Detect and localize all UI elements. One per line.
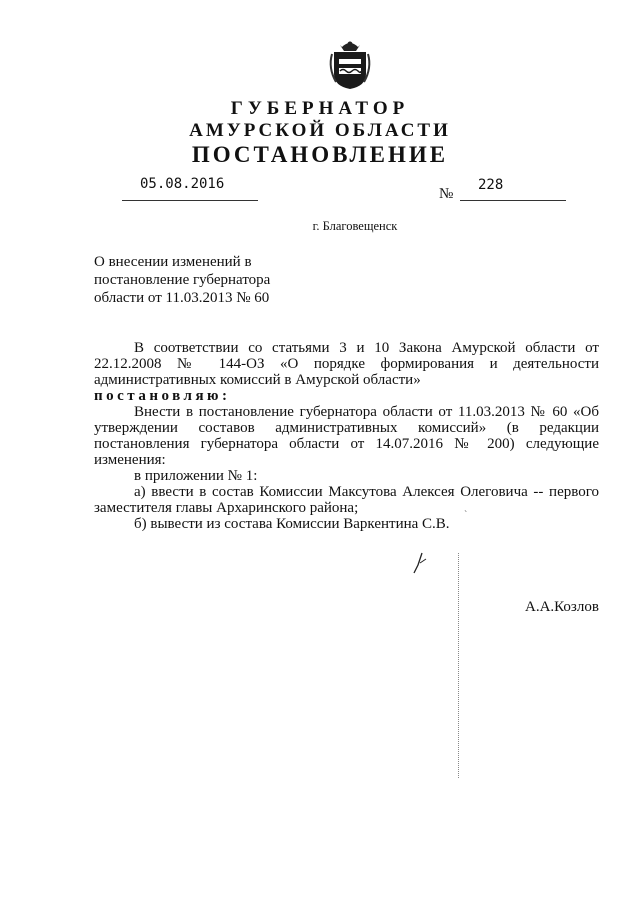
preamble-line: В соответствии со статьями 3 и 10 Закона Амурской области от	[134, 340, 599, 356]
clause-line: утверждении составов административных комиссий» (в редакции	[94, 420, 599, 436]
handwritten-tick-mark: `	[464, 510, 468, 521]
subject-line: О внесении изменений в	[94, 254, 252, 270]
subject-line: области от 11.03.2013 № 60	[94, 290, 270, 306]
handwritten-signature-stroke	[408, 551, 428, 575]
coat-of-arms-icon	[326, 38, 374, 90]
document-body	[94, 340, 599, 532]
document-region-title: АМУРСКОЙ ОБЛАСТИ	[189, 120, 451, 141]
item-a-line: заместителя главы Архаринского района;	[94, 500, 359, 516]
appendix-line: в приложении № 1:	[134, 468, 258, 484]
document-number: 228	[478, 177, 504, 193]
document-type-title: ПОСТАНОВЛЕНИЕ	[191, 142, 449, 167]
date-underline	[122, 200, 258, 201]
subject-line: постановление губернатора	[94, 272, 271, 288]
issue-city: г. Благовещенск	[312, 219, 398, 233]
number-sign: №	[439, 186, 454, 202]
signatory-name: А.А.Козлов	[525, 599, 599, 615]
item-a-line: а) ввести в состав Комиссии Максутова Алексея Олеговича -- первого	[134, 484, 599, 500]
clause-line: изменения:	[94, 452, 166, 468]
preamble-line: 22.12.2008 № 144-ОЗ «О порядке формирования и деятельности	[94, 356, 599, 372]
scan-fold-line	[458, 553, 459, 778]
item-b-line: б) вывести из состава Комиссии Варкентина С.В.	[134, 516, 450, 532]
resolve-heading: постановляю:	[94, 388, 231, 404]
clause-line: постановления губернатора области от 14.07.2016 № 200) следующие	[94, 436, 599, 452]
number-underline	[460, 200, 566, 201]
preamble-line: административных комиссий в Амурской области»	[94, 372, 421, 388]
clause-line: Внести в постановление губернатора области от 11.03.2013 № 60 «Об	[134, 404, 599, 420]
document-authority-title: ГУБЕРНАТОР	[230, 98, 410, 119]
document-date: 05.08.2016	[140, 176, 225, 192]
document-subject	[94, 253, 270, 307]
